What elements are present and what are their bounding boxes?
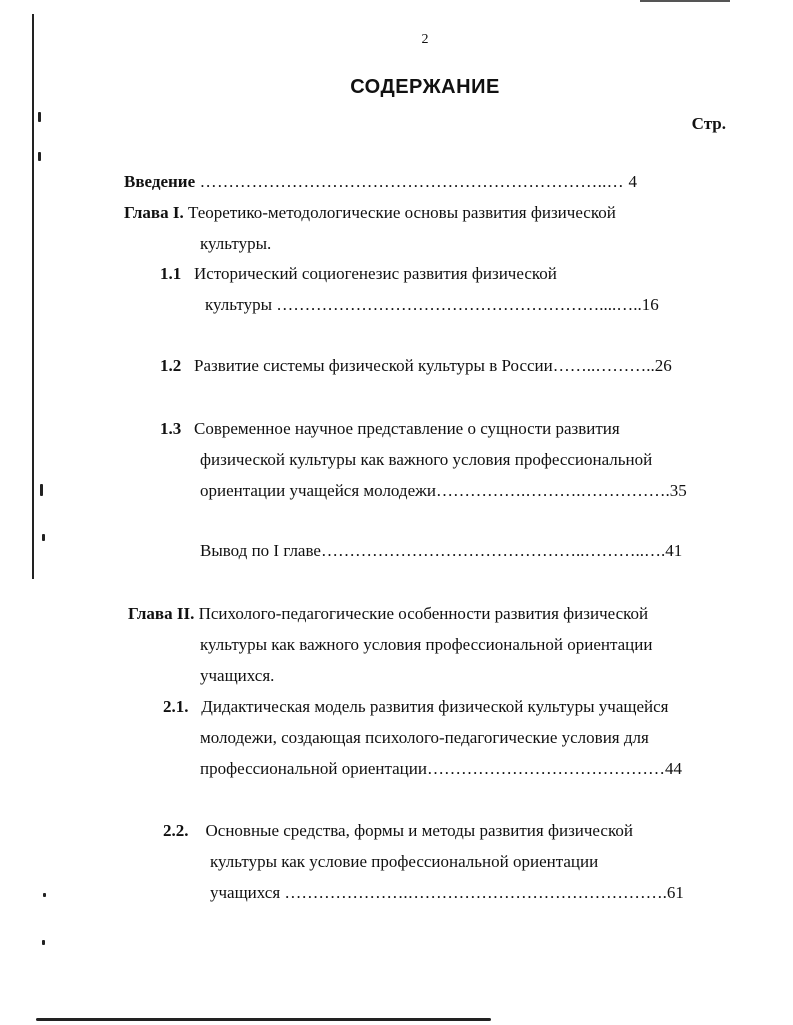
- toc-section-1-2: [160, 356, 672, 376]
- toc-page-number: 41: [665, 541, 683, 560]
- section-number: 1.3: [160, 419, 182, 438]
- scan-speck: [38, 152, 41, 161]
- page-number: 2: [421, 32, 429, 47]
- section-number: 2.2.: [163, 821, 189, 840]
- toc-page-number: 26: [654, 356, 672, 375]
- chapter-title-continuation: культуры как важного условия профессиональной ориентации: [200, 635, 653, 654]
- conclusion-title: Вывод по I главе………………………………………..………..….: [200, 541, 666, 560]
- page-column-label: Стр.: [691, 114, 726, 133]
- scan-border-bottom: [36, 1018, 491, 1021]
- chapter-title: Теоретико-методологические основы развития физической: [183, 203, 616, 222]
- section-title: Основные средства, формы и методы развития физической: [205, 821, 633, 840]
- scan-speck: [43, 893, 46, 897]
- toc-section-2-2: [163, 821, 633, 841]
- chapter-title-continuation: культуры.: [200, 234, 272, 253]
- toc-page-number: 16: [641, 295, 659, 314]
- section-title-continuation: молодежи, создающая психолого-педагогические условия для: [200, 728, 649, 747]
- scan-speck: [42, 534, 45, 541]
- toc-intro-label: Введение: [124, 172, 196, 191]
- section-title-text: культуры …………………………………………………....…..: [205, 295, 642, 314]
- toc-page-number: 61: [666, 883, 684, 902]
- chapter-label: Глава I.: [124, 203, 184, 222]
- toc-chapter-1: [124, 203, 616, 223]
- section-number: 1.2: [160, 356, 182, 375]
- toc-section-1-1: [160, 264, 557, 284]
- section-title-continuation: [210, 883, 684, 903]
- section-title: Дидактическая модель развития физической культуры учащейся: [201, 697, 669, 716]
- section-title-continuation: [200, 481, 687, 501]
- chapter-label: Глава II.: [128, 604, 195, 623]
- chapter-title-continuation: учащихся.: [200, 666, 275, 685]
- section-title-text: ориентации учащейся молодежи…………….……….…………….: [200, 481, 670, 500]
- toc-leader-dots: ……………………………………………………………..…: [195, 172, 629, 191]
- chapter-title: Психолого-педагогические особенности развития физической: [194, 604, 649, 623]
- scan-speck: [40, 484, 43, 496]
- section-number: 2.1.: [163, 697, 189, 716]
- section-title-text: профессиональной ориентации……………………………………: [200, 759, 665, 778]
- toc-section-1-3: [160, 419, 620, 439]
- section-title: Исторический социогенезис развития физической: [194, 264, 557, 283]
- scan-mark-top: [640, 0, 730, 2]
- section-title-continuation: [205, 295, 659, 315]
- toc-chapter-1-conclusion: [200, 541, 682, 561]
- scan-speck: [38, 112, 41, 122]
- section-title-continuation: физической культуры как важного условия профессиональной: [200, 450, 653, 469]
- section-title-continuation: культуры как условие профессиональной ориентации: [210, 852, 599, 871]
- toc-page-number: 35: [669, 481, 687, 500]
- section-title-text: учащихся ………………….……………………………………….: [210, 883, 667, 902]
- section-title: Развитие системы физической культуры в России……..………..: [194, 356, 655, 375]
- toc-page-number: 4: [628, 172, 638, 191]
- page-title: СОДЕРЖАНИЕ: [350, 76, 500, 98]
- toc-chapter-2: [128, 604, 648, 624]
- toc-entry-intro: [124, 172, 637, 192]
- section-title-continuation: [200, 759, 682, 779]
- section-number: 1.1: [160, 264, 182, 283]
- toc-page-number: 44: [664, 759, 682, 778]
- scan-speck: [42, 940, 45, 945]
- section-title: Современное научное представление о сущности развития: [194, 419, 620, 438]
- toc-section-2-1: [163, 697, 668, 717]
